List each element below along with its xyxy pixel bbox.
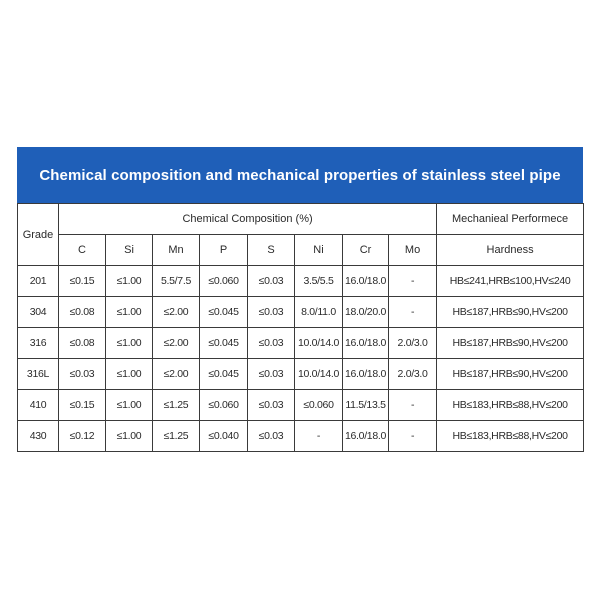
element-value-cell: ≤0.060 bbox=[200, 266, 248, 297]
element-value-cell: ≤1.00 bbox=[106, 359, 153, 390]
element-header-si: Si bbox=[106, 235, 153, 266]
composition-table bbox=[17, 203, 584, 452]
grade-cell: 316 bbox=[18, 328, 59, 359]
element-header-s: S bbox=[248, 235, 295, 266]
table-row bbox=[18, 421, 584, 452]
element-value-cell: 8.0/11.0 bbox=[295, 297, 343, 328]
element-value-cell: - bbox=[389, 297, 437, 328]
element-value-cell: 16.0/18.0 bbox=[343, 328, 389, 359]
element-value-cell: ≤0.03 bbox=[248, 390, 295, 421]
table-row bbox=[18, 297, 584, 328]
element-value-cell: ≤0.045 bbox=[200, 297, 248, 328]
hardness-cell: HB≤183,HRB≤88,HV≤200 bbox=[437, 390, 584, 421]
element-value-cell: ≤0.12 bbox=[59, 421, 106, 452]
element-value-cell: ≤0.060 bbox=[200, 390, 248, 421]
hardness-cell: HB≤241,HRB≤100,HV≤240 bbox=[437, 266, 584, 297]
element-value-cell: ≤1.25 bbox=[153, 390, 200, 421]
element-value-cell: - bbox=[389, 266, 437, 297]
element-value-cell: 18.0/20.0 bbox=[343, 297, 389, 328]
table-row bbox=[18, 328, 584, 359]
element-value-cell: ≤0.08 bbox=[59, 328, 106, 359]
element-value-cell: ≤0.03 bbox=[248, 297, 295, 328]
grade-cell: 316L bbox=[18, 359, 59, 390]
element-value-cell: ≤0.03 bbox=[248, 266, 295, 297]
element-value-cell: 11.5/13.5 bbox=[343, 390, 389, 421]
element-value-cell: 2.0/3.0 bbox=[389, 328, 437, 359]
element-value-cell: ≤1.00 bbox=[106, 266, 153, 297]
element-value-cell: 3.5/5.5 bbox=[295, 266, 343, 297]
grade-cell: 410 bbox=[18, 390, 59, 421]
element-header-mo: Mo bbox=[389, 235, 437, 266]
element-value-cell: ≤1.25 bbox=[153, 421, 200, 452]
element-value-cell: ≤1.00 bbox=[106, 390, 153, 421]
header-row-groups bbox=[18, 204, 584, 235]
header-row-elements bbox=[18, 235, 584, 266]
hardness-cell: HB≤187,HRB≤90,HV≤200 bbox=[437, 297, 584, 328]
grade-cell: 201 bbox=[18, 266, 59, 297]
element-value-cell: ≤0.040 bbox=[200, 421, 248, 452]
element-value-cell: ≤0.03 bbox=[248, 421, 295, 452]
element-value-cell: ≤0.045 bbox=[200, 328, 248, 359]
element-header-mn: Mn bbox=[153, 235, 200, 266]
table-row bbox=[18, 266, 584, 297]
element-value-cell: 16.0/18.0 bbox=[343, 421, 389, 452]
element-value-cell: ≤1.00 bbox=[106, 328, 153, 359]
element-header-ni: Ni bbox=[295, 235, 343, 266]
element-value-cell: ≤2.00 bbox=[153, 297, 200, 328]
table-row bbox=[18, 359, 584, 390]
grade-header: Grade bbox=[18, 204, 59, 266]
element-value-cell: ≤0.15 bbox=[59, 390, 106, 421]
element-value-cell: 16.0/18.0 bbox=[343, 359, 389, 390]
hardness-cell: HB≤187,HRB≤90,HV≤200 bbox=[437, 328, 584, 359]
element-value-cell: ≤2.00 bbox=[153, 328, 200, 359]
element-value-cell: - bbox=[295, 421, 343, 452]
element-header-c: C bbox=[59, 235, 106, 266]
element-value-cell: ≤0.060 bbox=[295, 390, 343, 421]
element-value-cell: ≤1.00 bbox=[106, 421, 153, 452]
element-value-cell: ≤0.03 bbox=[248, 328, 295, 359]
element-header-p: P bbox=[200, 235, 248, 266]
steel-pipe-spec-sheet bbox=[17, 147, 583, 452]
element-value-cell: ≤0.03 bbox=[59, 359, 106, 390]
element-value-cell: - bbox=[389, 421, 437, 452]
element-value-cell: ≤0.03 bbox=[248, 359, 295, 390]
mechanical-performance-header: Mechanieal Performece bbox=[437, 204, 584, 235]
element-value-cell: ≤0.15 bbox=[59, 266, 106, 297]
element-value-cell: 2.0/3.0 bbox=[389, 359, 437, 390]
hardness-cell: HB≤183,HRB≤88,HV≤200 bbox=[437, 421, 584, 452]
chemical-composition-header: Chemical Composition (%) bbox=[59, 204, 437, 235]
element-value-cell: ≤1.00 bbox=[106, 297, 153, 328]
element-header-cr: Cr bbox=[343, 235, 389, 266]
grade-cell: 430 bbox=[18, 421, 59, 452]
hardness-header: Hardness bbox=[437, 235, 584, 266]
element-value-cell: - bbox=[389, 390, 437, 421]
grade-cell: 304 bbox=[18, 297, 59, 328]
hardness-cell: HB≤187,HRB≤90,HV≤200 bbox=[437, 359, 584, 390]
element-value-cell: 10.0/14.0 bbox=[295, 328, 343, 359]
element-value-cell: 5.5/7.5 bbox=[153, 266, 200, 297]
element-value-cell: 10.0/14.0 bbox=[295, 359, 343, 390]
element-value-cell: ≤0.045 bbox=[200, 359, 248, 390]
table-row bbox=[18, 390, 584, 421]
element-value-cell: ≤2.00 bbox=[153, 359, 200, 390]
element-value-cell: ≤0.08 bbox=[59, 297, 106, 328]
element-value-cell: 16.0/18.0 bbox=[343, 266, 389, 297]
table-title: Chemical composition and mechanical properties of stainless steel pipe bbox=[17, 147, 583, 203]
